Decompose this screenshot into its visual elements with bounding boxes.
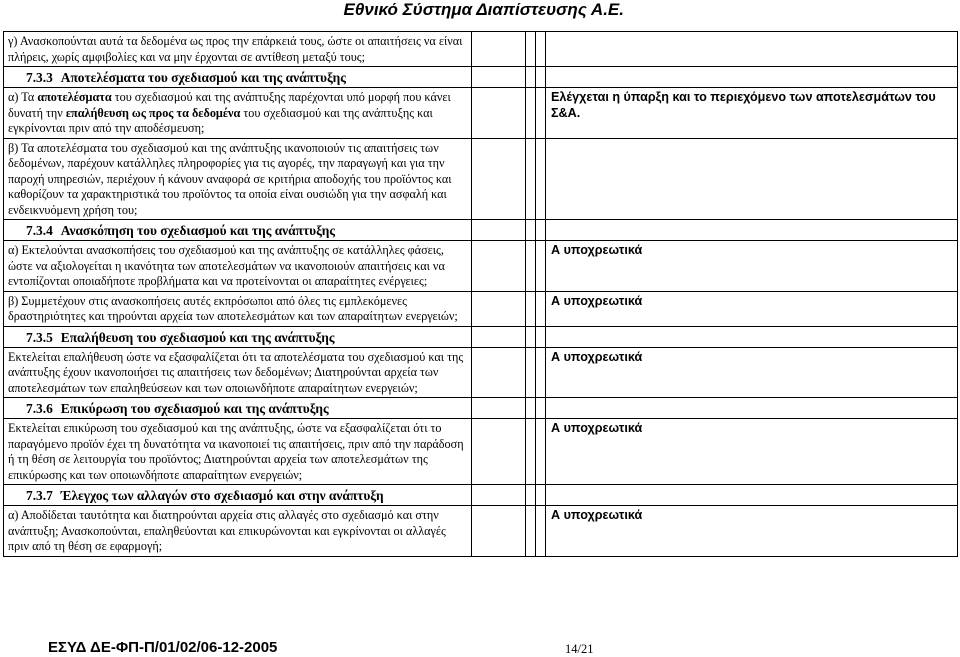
check-cell-2[interactable] (526, 419, 536, 485)
remarks-cell[interactable] (546, 241, 958, 292)
requirement-cell (4, 291, 472, 326)
section-number: 7.3.5 (26, 329, 53, 345)
requirement-cell (4, 485, 472, 506)
remarks-cell[interactable] (546, 138, 958, 220)
check-cell-1[interactable] (472, 291, 526, 326)
check-cell-3[interactable] (536, 291, 546, 326)
check-cell-3[interactable] (536, 398, 546, 419)
requirement-row (4, 241, 958, 292)
remark-text: Α υποχρεωτικά (551, 508, 643, 522)
remarks-cell[interactable] (546, 326, 958, 347)
remark-text: Α υποχρεωτικά (551, 293, 643, 308)
remark-text: Ελέγχεται η ύπαρξη και το περιεχόμενο των αποτελεσμάτων του Σ&Α. (551, 90, 936, 120)
check-cell-2[interactable] (526, 220, 536, 241)
check-cell-1[interactable] (472, 241, 526, 292)
check-cell-1[interactable] (472, 138, 526, 220)
section-title: Επικύρωση του σχεδιασμού και της ανάπτυξης (60, 401, 329, 416)
check-cell-1[interactable] (472, 347, 526, 398)
check-cell-2[interactable] (526, 67, 536, 88)
check-cell-1[interactable] (472, 485, 526, 506)
remarks-cell[interactable] (546, 88, 958, 139)
remarks-cell[interactable] (546, 220, 958, 241)
check-cell-3[interactable] (536, 220, 546, 241)
check-cell-1[interactable] (472, 220, 526, 241)
requirement-text: β) Συμμετέχουν στις ανασκοπήσεις αυτές εκπρόσωποι από όλες τις εμπλεκόμενες δραστηριότητες και τηρούνται αρχεία των αποτελεσμάτων και των απαραίτητων ενεργειών; (8, 293, 458, 323)
section-heading (4, 327, 471, 347)
section-heading-row (4, 220, 958, 241)
check-cell-2[interactable] (526, 506, 536, 557)
check-cell-3[interactable] (536, 138, 546, 220)
checklist-table (3, 31, 958, 557)
checklist-rows (4, 32, 958, 557)
requirement-row (4, 88, 958, 139)
remarks-cell[interactable] (546, 419, 958, 485)
remark-text: Α υποχρεωτικά (551, 349, 643, 364)
requirement-cell (4, 347, 472, 398)
section-number: 7.3.7 (26, 488, 53, 503)
check-cell-1[interactable] (472, 67, 526, 88)
section-title: Αποτελέσματα του σχεδιασμού και της ανάπτυξης (60, 70, 346, 85)
requirement-text: α) Αποδίδεται ταυτότητα και διατηρούνται αρχεία στις αλλαγές στο σχεδιασμό και στην ανάπτυξη; Ανασκοπούνται, επαληθεύονται και επικυρώνονται και εγκρίνονται οι αλλαγές πριν από τη θέση σε εφαρμογή; (8, 508, 446, 553)
document-code: ΕΣΥΔ ΔΕ-ΦΠ-Π/01/02/06-12-2005 (48, 639, 278, 656)
requirement-cell (4, 67, 472, 88)
page-header-title: Εθνικό Σύστημα Διαπίστευσης Α.Ε. (343, 0, 624, 19)
requirement-text: Εκτελείται επικύρωση του σχεδιασμού και της ανάπτυξης, ώστε να εξασφαλίζεται ότι το παραγόμενο προϊόν έχει τη δυνατότητα να ικανοποιεί τις απαιτήσεις, πριν από την παράδοση ή τη θέση σε λειτουργία του προϊόντος; Διατηρούνται αρχεία των αποτελεσμάτων της επικύρωσης και των οποιωνδήποτε απαραίτητων ενεργειών; (8, 421, 464, 482)
page-number: 14/21 (565, 642, 594, 656)
check-cell-3[interactable] (536, 419, 546, 485)
check-cell-3[interactable] (536, 241, 546, 292)
requirement-text: Εκτελείται επαλήθευση ώστε να εξασφαλίζεται ότι τα αποτελέσματα του σχεδιασμού και της ανάπτυξης έχουν ικανοποιήσει τις απαιτήσεις των δεδομένων; Διατηρούνται αρχεία των αποτελεσμάτων των επαληθεύσεων και των οποιωνδήποτε απαραίτητων ενεργειών; (8, 349, 464, 395)
remarks-cell[interactable] (546, 398, 958, 419)
remark-text: Α υποχρεωτικά (551, 243, 643, 257)
check-cell-3[interactable] (536, 485, 546, 506)
requirement-cell (4, 419, 472, 485)
requirement-cell (4, 32, 472, 67)
section-heading-row (4, 485, 958, 506)
section-number: 7.3.6 (26, 401, 53, 416)
requirement-row (4, 347, 958, 398)
check-cell-3[interactable] (536, 32, 546, 67)
check-cell-2[interactable] (526, 88, 536, 139)
section-heading (4, 67, 471, 87)
remarks-cell[interactable] (546, 32, 958, 67)
requirement-row (4, 506, 958, 557)
remarks-cell[interactable] (546, 506, 958, 557)
section-heading-row (4, 398, 958, 419)
remark-text (546, 32, 957, 35)
requirement-row (4, 419, 958, 485)
check-cell-1[interactable] (472, 326, 526, 347)
check-cell-2[interactable] (526, 241, 536, 292)
requirement-cell (4, 326, 472, 347)
check-cell-3[interactable] (536, 347, 546, 398)
check-cell-3[interactable] (536, 88, 546, 139)
section-title: Έλεγχος των αλλαγών στο σχεδιασμό και στην ανάπτυξη (60, 488, 384, 503)
remarks-cell[interactable] (546, 67, 958, 88)
check-cell-2[interactable] (526, 485, 536, 506)
section-heading (4, 398, 471, 418)
requirement-cell (4, 88, 472, 139)
check-cell-2[interactable] (526, 398, 536, 419)
check-cell-2[interactable] (526, 291, 536, 326)
section-title: Επαλήθευση του σχεδιασμού και της ανάπτυξης (60, 329, 335, 345)
requirement-cell (4, 220, 472, 241)
remarks-cell[interactable] (546, 485, 958, 506)
requirement-text: β) Τα αποτελέσματα του σχεδιασμού και της ανάπτυξης ικανοποιούν τις απαιτήσεις των δεδομένων, παρέχουν κατάλληλες πληροφορίες για τις αγορές, την παραγωγή και για την παροχή υπηρεσιών, περιέχουν ή κάνουν αναφορά σε κριτήρια αποδοχής του προϊόντος και καθορίζουν τα χαρακτηριστικά του προϊόντος τα οποία είναι ουσιώδη για την ασφαλή και ενδεικνυόμενη χρήση του; (8, 140, 452, 217)
check-cell-1[interactable] (472, 506, 526, 557)
requirement-row (4, 291, 958, 326)
check-cell-1[interactable] (472, 32, 526, 67)
check-cell-3[interactable] (536, 67, 546, 88)
check-cell-3[interactable] (536, 326, 546, 347)
requirement-row (4, 32, 958, 67)
check-cell-2[interactable] (526, 347, 536, 398)
section-heading-row (4, 326, 958, 347)
section-number: 7.3.3 (26, 70, 53, 85)
remark-text: Α υποχρεωτικά (551, 421, 643, 435)
section-heading (4, 485, 471, 505)
check-cell-2[interactable] (526, 138, 536, 220)
remarks-cell[interactable] (546, 347, 958, 398)
requirement-text: γ) Ανασκοπούνται αυτά τα δεδομένα ως προς την επάρκειά τους, ώστε οι απαιτήσεις να είναι πλήρεις, χωρίς αμφιβολίες και να μην έρχονται σε αντίθεση μεταξύ τους; (8, 34, 463, 64)
section-heading-row (4, 67, 958, 88)
requirement-cell (4, 398, 472, 419)
requirement-text: α) Τα αποτελέσματα του σχεδιασμού και της ανάπτυξης παρέχονται υπό μορφή που κάνει δυνατή την επαλήθευση ως προς τα δεδομένα του σχεδιασμού και της ανάπτυξης και εγκρίνονται πριν από την αποδέσμευση; (8, 90, 451, 135)
remarks-cell[interactable] (546, 291, 958, 326)
check-cell-1[interactable] (472, 419, 526, 485)
requirement-cell (4, 241, 472, 292)
check-cell-3[interactable] (536, 506, 546, 557)
check-cell-2[interactable] (526, 32, 536, 67)
section-title: Ανασκόπηση του σχεδιασμού και της ανάπτυξης (60, 223, 336, 238)
remark-text (546, 139, 957, 142)
section-heading (4, 220, 471, 240)
requirement-cell (4, 506, 472, 557)
check-cell-1[interactable] (472, 398, 526, 419)
check-cell-1[interactable] (472, 88, 526, 139)
check-cell-2[interactable] (526, 326, 536, 347)
requirement-text: α) Εκτελούνται ανασκοπήσεις του σχεδιασμού και της ανάπτυξης σε κατάλληλες φάσεις, ώστε να αξιολογείται η ικανότητα των αποτελεσμάτων να ικανοποιούν απαιτήσεις και να εντοπίζονται οποιαδήποτε προβλήματα και να προτείνονται οι απαραίτητες ενέργειες; (8, 243, 445, 288)
requirement-cell (4, 138, 472, 220)
requirement-row (4, 138, 958, 220)
section-number: 7.3.4 (26, 223, 53, 238)
